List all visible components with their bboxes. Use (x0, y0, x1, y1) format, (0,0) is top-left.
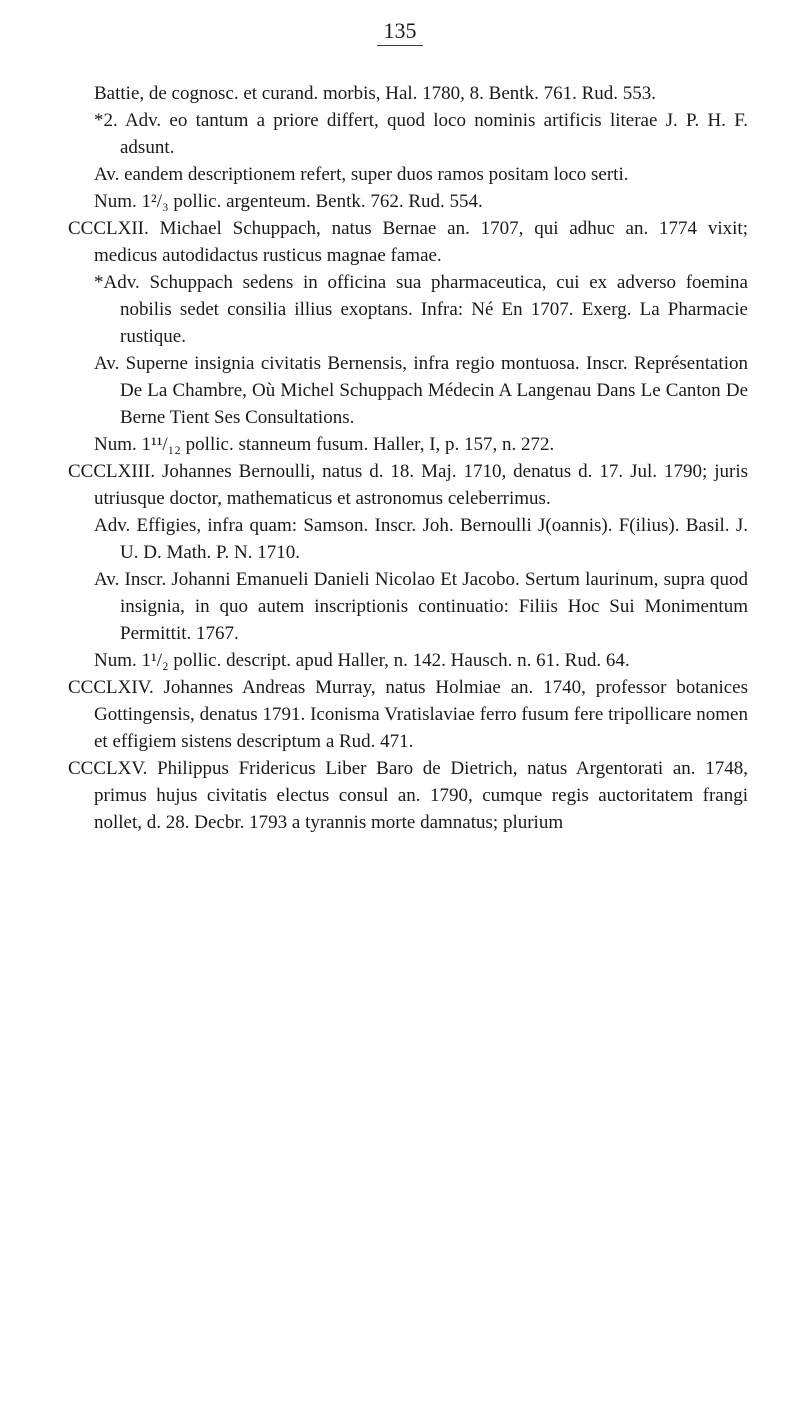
paragraph: Av. Inscr. Johanni Emanueli Danieli Nicolao Et Jacobo. Sertum laurinum, supra quod insignia, in quo autem inscriptionis continuatio: Filiis Hoc Sui Monimentum Permittit. 1767. (94, 569, 748, 644)
catalogue-entry: CCCLXII. Michael Schuppach, natus Bernae an. 1707, qui adhuc an. 1774 vixit; medicus autodidactus rusticus magnae famae. (68, 218, 748, 266)
paragraph: *Adv. Schuppach sedens in officina sua pharmaceutica, cui ex adverso foemina nobilis sedet consilia illius exoptans. Infra: Né En 1707. Exerg. La Pharmacie rustique. (94, 272, 748, 347)
paragraph: Av. eandem descriptionem refert, super duos ramos positam loco serti. (94, 164, 629, 185)
paragraph: Adv. Effigies, infra quam: Samson. Inscr. Joh. Bernoulli J(oannis). F(ilius). Basil. J. U. D. Math. P. N. 1710. (94, 515, 748, 563)
catalogue-entry: CCCLXV. Philippus Fridericus Liber Baro de Dietrich, natus Argentorati an. 1748, primus hujus civitatis electus consul an. 1790, cumque regis auctoritatem frangi nollet, d. 28. Decbr. 1793 a tyrannis morte damnatus; plurium (68, 758, 748, 833)
paragraph: Num. 1¹¹/₁₂ pollic. stanneum fusum. Haller, I, p. 157, n. 272. (94, 434, 555, 455)
paragraph: *2. Adv. eo tantum a priore differt, quod loco nominis artificis literae J. P. H. F. adsunt. (94, 110, 748, 158)
paragraph: Battie, de cognosc. et curand. morbis, Hal. 1780, 8. Bentk. 761. Rud. 553. (94, 83, 656, 104)
catalogue-entry: CCCLXIII. Johannes Bernoulli, natus d. 18. Maj. 1710, denatus d. 17. Jul. 1790; juris utriusque doctor, mathematicus et astronomus celeberrimus. (68, 461, 748, 509)
paragraph: Num. 1²/₃ pollic. argenteum. Bentk. 762. Rud. 554. (94, 191, 483, 212)
paragraph: Av. Superne insignia civitatis Bernensis, infra regio montuosa. Inscr. Représentation De La Chambre, Où Michel Schuppach Médecin A Langenau Dans Le Canton De Berne Tient Ses Consultations. (94, 353, 748, 428)
page-body (68, 80, 748, 836)
paragraph: Num. 1¹/₂ pollic. descript. apud Haller, n. 142. Hausch. n. 61. Rud. 64. (94, 650, 630, 671)
page-number: 135 (0, 18, 800, 46)
catalogue-entry: CCCLXIV. Johannes Andreas Murray, natus Holmiae an. 1740, professor botanices Gottingensis, denatus 1791. Iconisma Vratislaviae ferro fusum fere tripollicare nomen et effigiem sistens descriptum a Rud. 471. (68, 677, 748, 752)
